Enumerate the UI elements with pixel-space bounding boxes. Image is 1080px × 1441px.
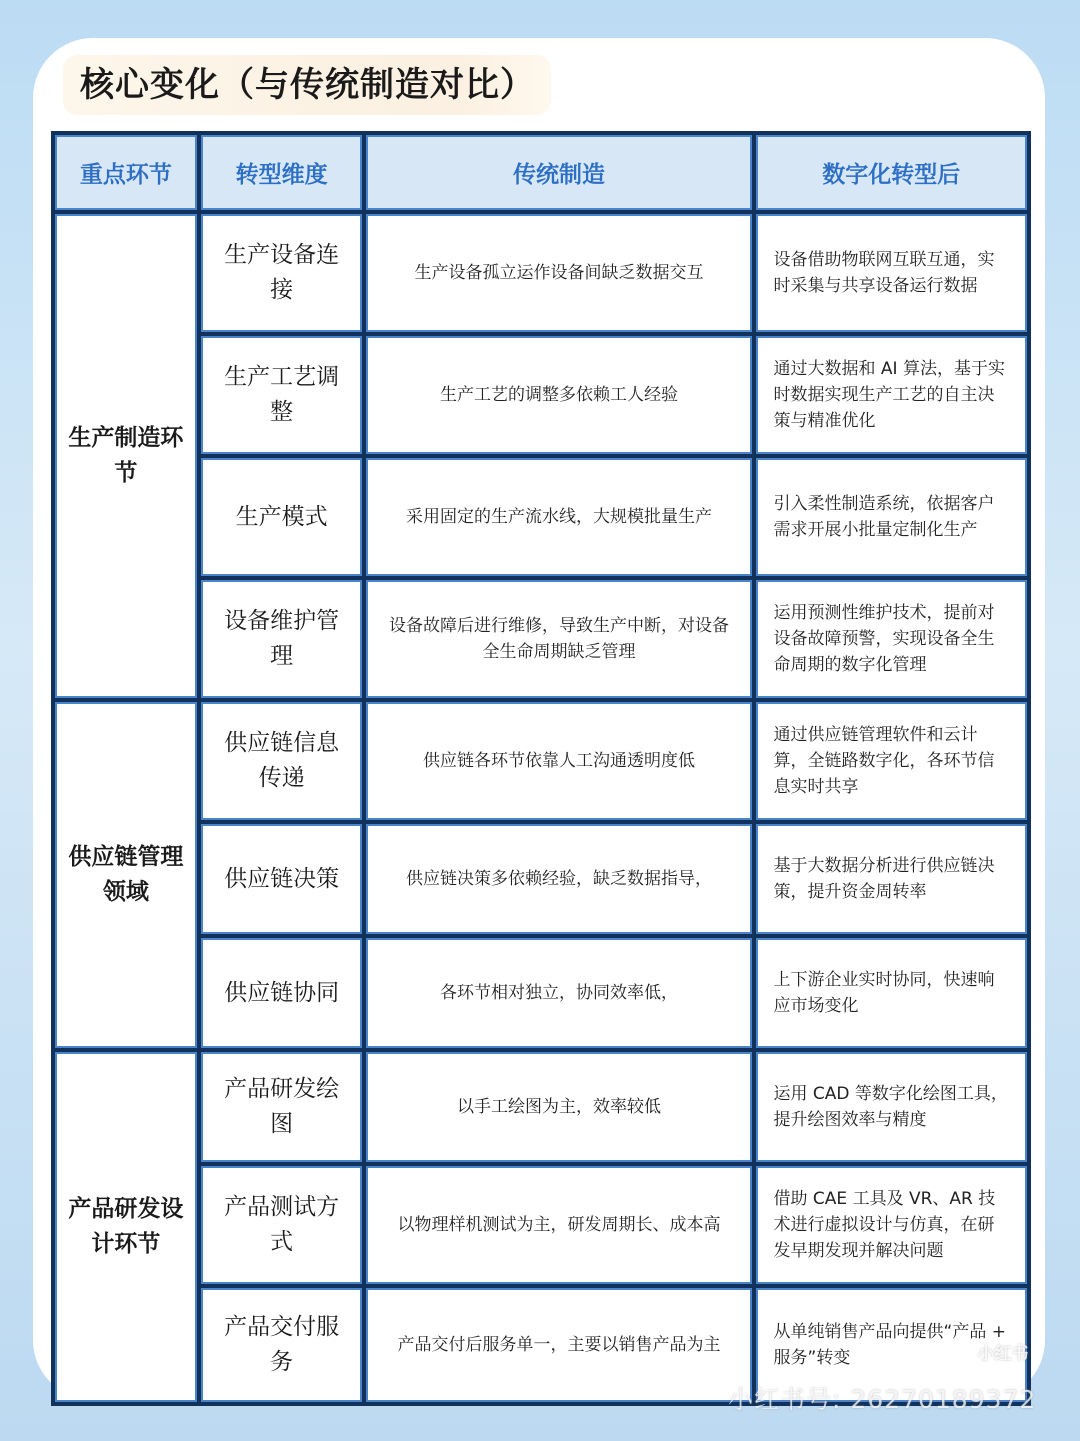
digital-cell: 借助 CAE 工具及 VR、AR 技术进行虚拟设计与仿真，在研发早期发现并解决问题 <box>754 1164 1029 1286</box>
digital-cell: 引入柔性制造系统，依据客户需求开展小批量定制化生产 <box>754 456 1029 578</box>
header-digital: 数字化转型后 <box>754 133 1029 212</box>
traditional-cell: 供应链各环节依靠人工沟通透明度低 <box>364 700 753 822</box>
dimension-cell: 生产模式 <box>199 456 365 578</box>
digital-cell: 基于大数据分析进行供应链决策，提升资金周转率 <box>754 822 1029 936</box>
stage-cell: 生产制造环节 <box>53 212 199 700</box>
dimension-cell: 产品交付服务 <box>199 1286 365 1404</box>
digital-cell: 通过大数据和 AI 算法，基于实时数据实现生产工艺的自主决策与精准优化 <box>754 334 1029 456</box>
traditional-cell: 供应链决策多依赖经验，缺乏数据指导， <box>364 822 753 936</box>
digital-cell: 运用 CAD 等数字化绘图工具，提升绘图效率与精度 <box>754 1050 1029 1164</box>
table-row <box>53 456 1029 578</box>
traditional-cell: 产品交付后服务单一，主要以销售产品为主 <box>364 1286 753 1404</box>
watermark-id: 小红书号: 26270189372 <box>728 1385 1037 1414</box>
traditional-cell: 设备故障后进行维修，导致生产中断，对设备全生命周期缺乏管理 <box>364 578 753 700</box>
dimension-cell: 产品研发绘图 <box>199 1050 365 1164</box>
traditional-cell: 以物理样机测试为主，研发周期长、成本高 <box>364 1164 753 1286</box>
digital-cell: 运用预测性维护技术，提前对设备故障预警，实现设备全生命周期的数字化管理 <box>754 578 1029 700</box>
table-row <box>53 936 1029 1050</box>
dimension-cell: 供应链信息传递 <box>199 700 365 822</box>
page-title: 核心变化（与传统制造对比） <box>80 65 535 105</box>
header-stage: 重点环节 <box>53 133 199 212</box>
digital-cell: 通过供应链管理软件和云计算，全链路数字化，各环节信息实时共享 <box>754 700 1029 822</box>
traditional-cell: 生产设备孤立运作设备间缺乏数据交互 <box>364 212 753 334</box>
dimension-cell: 供应链决策 <box>199 822 365 936</box>
stage-cell: 产品研发设计环节 <box>53 1050 199 1404</box>
traditional-cell: 各环节相对独立，协同效率低， <box>364 936 753 1050</box>
header-traditional: 传统制造 <box>364 133 753 212</box>
traditional-cell: 以手工绘图为主，效率较低 <box>364 1050 753 1164</box>
digital-cell: 从单纯销售产品向提供“产品 + 服务”转变 <box>754 1286 1029 1404</box>
header-dimension: 转型维度 <box>199 133 365 212</box>
dimension-cell: 设备维护管理 <box>199 578 365 700</box>
table-row <box>53 578 1029 700</box>
table-header-row <box>53 133 1029 212</box>
digital-cell: 设备借助物联网互联互通，实时采集与共享设备运行数据 <box>754 212 1029 334</box>
digital-cell: 上下游企业实时协同，快速响应市场变化 <box>754 936 1029 1050</box>
dimension-cell: 生产设备连接 <box>199 212 365 334</box>
dimension-cell: 供应链协同 <box>199 936 365 1050</box>
traditional-cell: 生产工艺的调整多依赖工人经验 <box>364 334 753 456</box>
table-row <box>53 700 1029 822</box>
watermark-logo: 小红书 <box>977 1344 1029 1364</box>
comparison-table <box>51 131 1031 1406</box>
table-row <box>53 334 1029 456</box>
table-row <box>53 1050 1029 1164</box>
traditional-cell: 采用固定的生产流水线，大规模批量生产 <box>364 456 753 578</box>
table-row <box>53 822 1029 936</box>
table-row <box>53 1164 1029 1286</box>
dimension-cell: 生产工艺调整 <box>199 334 365 456</box>
table-row <box>53 212 1029 334</box>
dimension-cell: 产品测试方式 <box>199 1164 365 1286</box>
stage-cell: 供应链管理领域 <box>53 700 199 1050</box>
